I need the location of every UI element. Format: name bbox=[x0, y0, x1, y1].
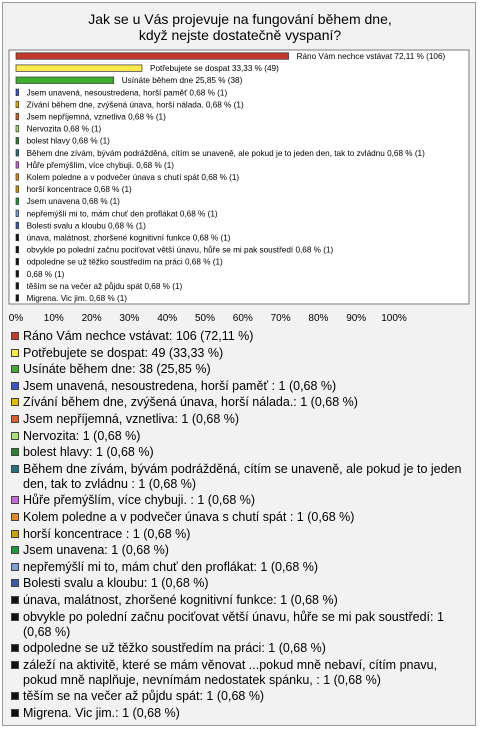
legend-item bbox=[11, 329, 473, 344]
bar-label: Během dne zívám, bývám podrážděná, cítím se unaveně, ale pokud je to jeden den, tak to zvládnu 0,68 % (1) bbox=[26, 148, 425, 158]
bar bbox=[16, 150, 19, 157]
legend-item bbox=[11, 706, 473, 721]
bar bbox=[16, 137, 19, 144]
x-tick-label: 20% bbox=[81, 313, 102, 324]
chart-legend bbox=[11, 329, 473, 722]
legend-label: nepřemýšlí mi to, mám chuť den proflákat: 1 (0,68 %) bbox=[23, 559, 319, 574]
legend-swatch bbox=[11, 613, 19, 621]
legend-swatch bbox=[11, 579, 19, 587]
legend-label: Migrena. Vic jim.: 1 (0,68 %) bbox=[23, 705, 180, 720]
legend-swatch bbox=[11, 415, 19, 423]
legend-item bbox=[11, 576, 473, 591]
x-tick-label: 60% bbox=[232, 313, 253, 324]
bar-label: 0,68 % (1) bbox=[26, 269, 65, 279]
legend-item bbox=[11, 462, 473, 492]
legend-swatch bbox=[11, 432, 19, 440]
bar bbox=[16, 283, 19, 290]
legend-label: Během dne zívám, bývám podrážděná, cítím se unaveně, ale pokud je to jeden den, tak to zvládnu : 1 (0,68 %) bbox=[23, 461, 462, 491]
legend-item bbox=[11, 543, 473, 558]
bar-label: Migrena. Vic jim. 0,68 % (1) bbox=[26, 293, 128, 303]
legend-item bbox=[11, 429, 473, 444]
bar-label: Jsem unavená, nesoustredena, horší paměť 0,68 % (1) bbox=[26, 88, 228, 98]
x-tick-label: 80% bbox=[308, 313, 329, 324]
legend-label: horší koncentrace : 1 (0,68 %) bbox=[23, 526, 191, 541]
bar-label: horší koncentrace 0,68 % (1) bbox=[26, 185, 132, 195]
legend-swatch bbox=[11, 596, 19, 604]
chart-title-line: Jak se u Vás projevuje na fungování během dne, bbox=[88, 11, 392, 27]
legend-label: Potřebujete se dospat: 49 (33,33 %) bbox=[23, 345, 224, 360]
bar bbox=[16, 174, 19, 181]
x-tick-label: 70% bbox=[270, 313, 291, 324]
legend-label: únava, malátnost, zhoršené kognitivní funkce: 1 (0,68 %) bbox=[23, 592, 338, 607]
bar bbox=[16, 101, 19, 108]
legend-item bbox=[11, 412, 473, 427]
legend-item bbox=[11, 689, 473, 704]
legend-swatch bbox=[11, 709, 19, 717]
legend-swatch bbox=[11, 644, 19, 652]
bar bbox=[16, 53, 289, 60]
x-tick-label: 90% bbox=[346, 313, 367, 324]
bar bbox=[16, 125, 19, 132]
x-tick-label: 0% bbox=[8, 313, 24, 324]
legend-swatch bbox=[11, 332, 19, 340]
legend-swatch bbox=[11, 513, 19, 521]
bar bbox=[16, 234, 19, 241]
bar bbox=[16, 246, 19, 253]
legend-label: Ráno Vám nechce vstávat: 106 (72,11 %) bbox=[23, 329, 254, 343]
bar bbox=[16, 89, 19, 96]
legend-swatch bbox=[11, 530, 19, 538]
chart-title-line: když nejste dostatečně vyspaní? bbox=[138, 27, 342, 43]
x-tick-label: 40% bbox=[157, 313, 178, 324]
bar-label: Zívání během dne, zvýšená únava, horší nálada. 0,68 % (1) bbox=[26, 100, 244, 110]
bar-label: Bolesti svalu a kloubu 0,68 % (1) bbox=[26, 221, 146, 231]
legend-swatch bbox=[11, 496, 19, 504]
legend-item bbox=[11, 493, 473, 508]
legend-label: odpoledne se už těžko soustředím na práci: 1 (0,68 %) bbox=[23, 641, 326, 656]
bar-label: nepřemýšlí mi to, mám chuť den proflákat 0,68 % (1) bbox=[26, 209, 218, 219]
legend-item bbox=[11, 593, 473, 608]
bar-label: únava, malátnost, zhoršené kognitivní funkce 0,68 % (1) bbox=[26, 233, 231, 243]
legend-item bbox=[11, 560, 473, 575]
legend-label: Kolem poledne a v podvečer únava s chutí spát : 1 (0,68 %) bbox=[23, 509, 355, 524]
legend-label: Jsem unavena: 1 (0,68 %) bbox=[23, 543, 169, 558]
legend-label: bolest hlavy: 1 (0,68 %) bbox=[23, 445, 154, 460]
bar bbox=[16, 271, 19, 278]
legend-label: Jsem nepříjemná, vznetliva: 1 (0,68 %) bbox=[23, 411, 240, 426]
legend-swatch bbox=[11, 563, 19, 571]
bar-label: bolest hlavy 0,68 % (1) bbox=[26, 136, 110, 146]
legend-label: obvykle po polední začnu pociťovat větší únavu, hůře se mi pak soustředí: 1 (0,68 %) bbox=[23, 609, 444, 639]
legend-label: Nervozita: 1 (0,68 %) bbox=[23, 428, 141, 443]
legend-item bbox=[11, 362, 473, 377]
bar bbox=[16, 258, 19, 265]
legend-item bbox=[11, 379, 473, 394]
x-tick-label: 10% bbox=[43, 313, 64, 324]
bar bbox=[16, 210, 19, 217]
bar bbox=[16, 113, 19, 120]
legend-item bbox=[11, 641, 473, 656]
legend-label: Usínáte během dne: 38 (25,85 %) bbox=[23, 362, 211, 377]
x-tick-label: 50% bbox=[194, 313, 216, 324]
bar-label: odpoledne se už těžko soustředím na práci 0,68 % (1) bbox=[26, 257, 223, 267]
legend-label: Zívání během dne, zvýšená únava, horší nálada.: 1 (0,68 %) bbox=[23, 395, 358, 410]
legend-label: Bolesti svalu a kloubu: 1 (0,68 %) bbox=[23, 576, 209, 591]
legend-label: těším se na večer až půjdu spát: 1 (0,68 %) bbox=[23, 689, 265, 704]
legend-swatch bbox=[11, 692, 19, 700]
bar bbox=[16, 65, 142, 72]
bar bbox=[16, 198, 19, 205]
legend-item bbox=[11, 395, 473, 410]
bar-label: Jsem nepříjemná, vznetliva 0,68 % (1) bbox=[26, 112, 166, 122]
chart-frame bbox=[2, 2, 476, 726]
legend-swatch bbox=[11, 546, 19, 554]
legend-item bbox=[11, 610, 473, 640]
legend-swatch bbox=[11, 382, 19, 390]
bar-label: Ráno Vám nechce vstávat 72,11 % (106) bbox=[296, 52, 446, 62]
legend-label: Hůře přemýšlím, více chybuji. : 1 (0,68 %) bbox=[23, 493, 256, 508]
legend-swatch bbox=[11, 349, 19, 357]
legend-label: Jsem unavená, nesoustredena, horší paměť : 1 (0,68 %) bbox=[23, 378, 337, 393]
legend-swatch bbox=[11, 398, 19, 406]
bar-label: Jsem unavena 0,68 % (1) bbox=[26, 197, 120, 207]
bar-label: Nervozita 0,68 % (1) bbox=[26, 124, 102, 134]
legend-item bbox=[11, 658, 473, 688]
bar bbox=[16, 222, 19, 229]
bar bbox=[16, 186, 19, 193]
x-tick-label: 30% bbox=[119, 313, 140, 324]
bar bbox=[16, 162, 19, 169]
legend-label: záleží na aktivitě, které se mám věnovat ...pokud mně nebaví, cítím pnavu, pokud mně naplňuje, nevnímám nedostatek spánku, : 1 (0,68 %) bbox=[23, 657, 438, 687]
legend-item bbox=[11, 445, 473, 460]
bar bbox=[16, 295, 19, 302]
bar bbox=[16, 77, 114, 84]
legend-swatch bbox=[11, 448, 19, 456]
legend-swatch bbox=[11, 365, 19, 373]
legend-item bbox=[11, 527, 473, 542]
bar-label: Hůře přemýšlím, více chybuji. 0,68 % (1) bbox=[26, 160, 175, 170]
legend-item bbox=[11, 346, 473, 361]
bar-label: těším se na večer až půjdu spát 0,68 % (1) bbox=[26, 281, 183, 291]
bar-label: Kolem poledne a v podvečer únava s chutí spát 0,68 % (1) bbox=[26, 173, 240, 182]
legend-swatch bbox=[11, 661, 19, 669]
legend-swatch bbox=[11, 465, 19, 473]
x-tick-label: 100% bbox=[381, 313, 407, 324]
bar-chart bbox=[3, 3, 477, 333]
bar-label: Usínáte během dne 25,85 % (38) bbox=[121, 76, 243, 86]
legend-item bbox=[11, 510, 473, 525]
bar-label: Potřebujete se dospat 33,33 % (49) bbox=[149, 64, 279, 74]
bar-label: obvykle po polední začnu pociťovat větší únavu, hůře se mi pak soustředí 0,68 % (1) bbox=[26, 245, 334, 255]
